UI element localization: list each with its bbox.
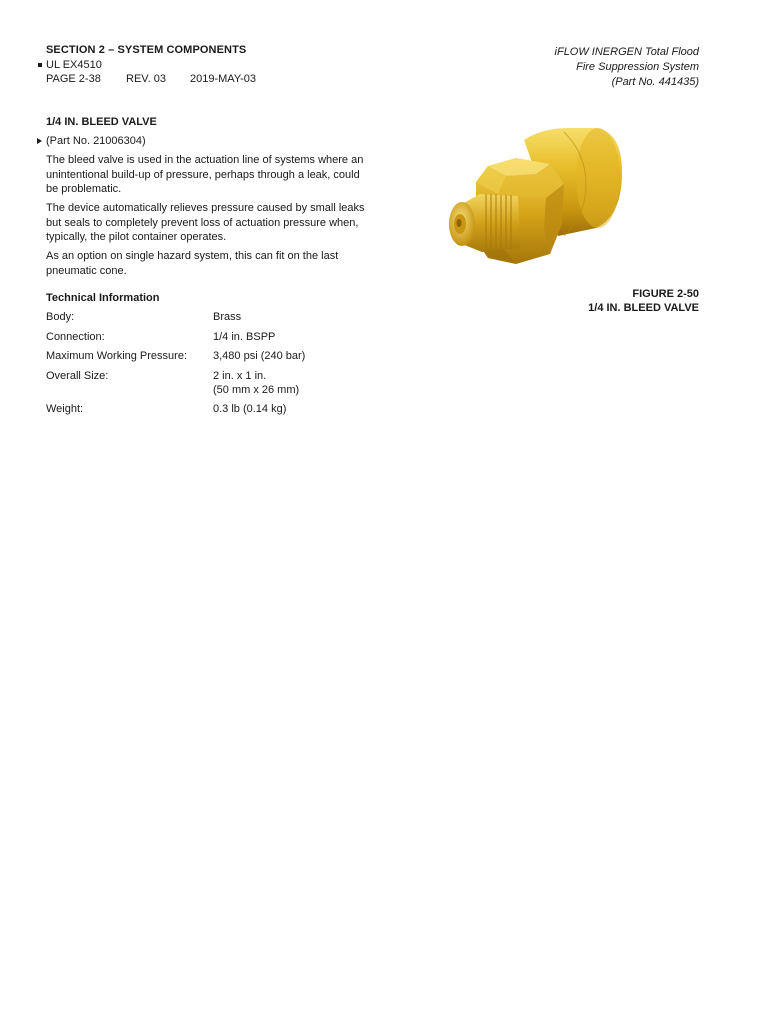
part-number-text: (Part No. 21006304)	[46, 135, 146, 147]
ul-listing	[46, 59, 102, 71]
revision: REV. 03	[126, 73, 166, 85]
page-number: PAGE 2-38	[46, 73, 101, 85]
triangle-bullet-icon	[37, 138, 42, 144]
product-part-no: (Part No. 441435)	[611, 76, 699, 88]
spec-label: Connection:	[46, 331, 105, 343]
technical-info-heading: Technical Information	[46, 292, 160, 304]
spec-value: 3,480 psi (240 bar)	[213, 350, 306, 362]
description-paragraph: The device automatically relieves pressure caused by small leaks but seals to completely prevent loss of actuation pressure when, typically, the pilot container operates.	[46, 202, 365, 243]
spec-label: Overall Size:	[46, 370, 109, 382]
component-title: 1/4 IN. BLEED VALVE	[46, 116, 157, 128]
spec-value: 0.3 lb (0.14 kg)	[213, 403, 287, 415]
part-number	[46, 135, 146, 147]
ul-listing-text: UL EX4510	[46, 59, 102, 71]
description-paragraph: The bleed valve is used in the actuation line of systems where an unintentional build-up of pressure, perhaps through a leak, could be problematic.	[46, 154, 364, 195]
product-name: iFLOW INERGEN Total Flood	[554, 46, 699, 58]
spec-value: 1/4 in. BSPP	[213, 331, 276, 343]
square-bullet-icon	[38, 63, 42, 67]
product-system: Fire Suppression System	[576, 61, 699, 73]
spec-value-metric: (50 mm x 26 mm)	[213, 384, 300, 396]
figure-title: 1/4 IN. BLEED VALVE	[588, 302, 699, 314]
spec-label: Maximum Working Pressure:	[46, 350, 187, 362]
spec-value: 2 in. x 1 in.	[213, 370, 267, 382]
page-info	[46, 73, 256, 85]
revision-date: 2019-MAY-03	[190, 73, 257, 85]
spec-value: Brass	[213, 311, 242, 323]
spec-label: Weight:	[46, 403, 84, 415]
description-paragraph: As an option on single hazard system, this can fit on the last pneumatic cone.	[46, 250, 339, 277]
section-heading: SECTION 2 – SYSTEM COMPONENTS	[46, 44, 247, 56]
spec-label: Body:	[46, 311, 75, 323]
figure-caption	[588, 287, 699, 315]
bleed-valve-image	[446, 124, 626, 270]
product-info	[555, 45, 699, 90]
figure-number: FIGURE 2-50	[632, 288, 699, 300]
